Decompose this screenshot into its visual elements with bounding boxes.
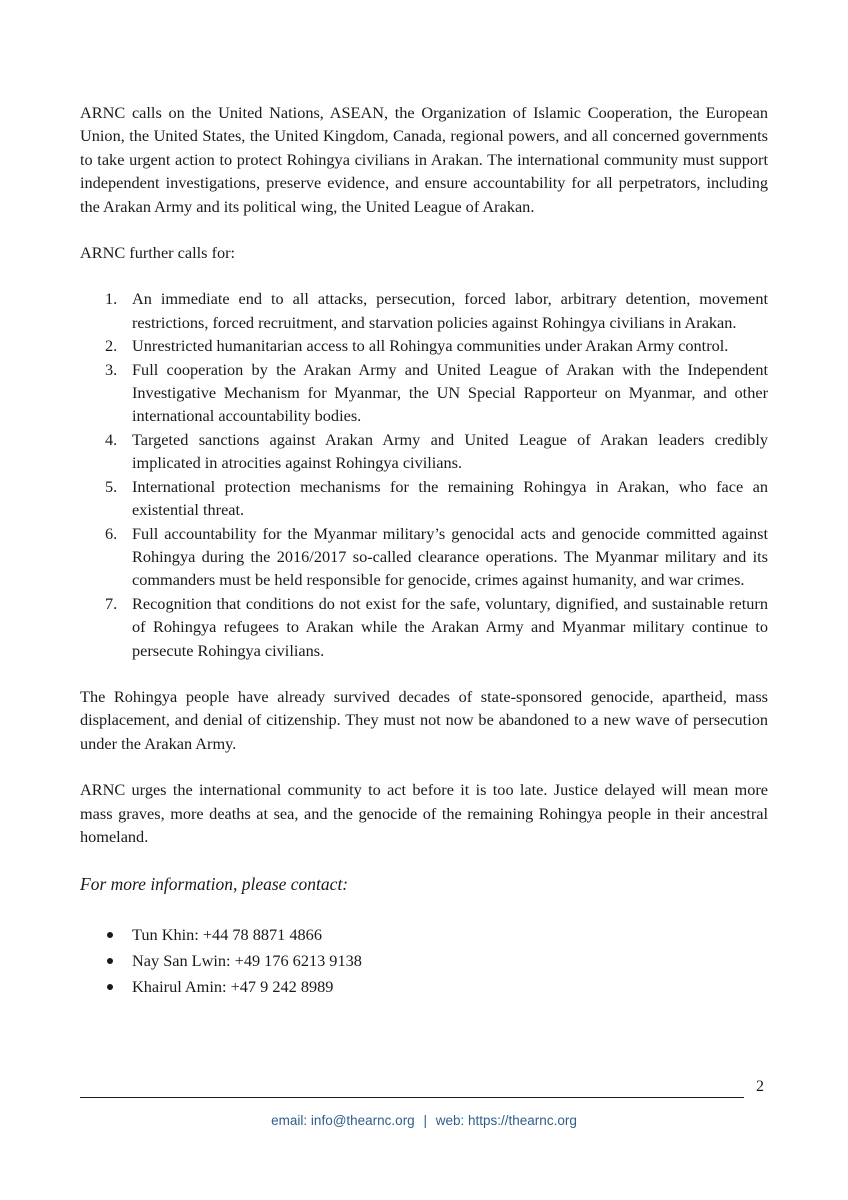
footer-email-link[interactable]: email: info@thearnc.org <box>271 1113 415 1128</box>
footer-contact <box>0 1113 848 1128</box>
contact-text: Nay San Lwin: +49 176 6213 9138 <box>132 951 362 971</box>
list-item <box>80 428 768 475</box>
list-number: 7. <box>105 593 118 613</box>
calls-list <box>80 287 768 662</box>
page-number: 2 <box>756 1078 764 1095</box>
list-text: An immediate end to all attacks, persecution, forced labor, arbitrary detention, movement restrictions, forced recruitment, and starvation policies against Rohingya civilians in Arakan. <box>132 289 768 332</box>
contact-heading: For more information, please contact: <box>80 874 349 895</box>
footer-separator: | <box>423 1113 427 1128</box>
document-body <box>80 101 768 1000</box>
list-item <box>80 592 768 662</box>
list-number: 2. <box>105 336 118 356</box>
bullet-icon <box>107 984 113 990</box>
list-text: Unrestricted humanitarian access to all Rohingya communities under Arakan Army control. <box>132 336 729 356</box>
list-item <box>80 287 768 334</box>
contacts-list <box>80 922 768 1000</box>
calls-intro: ARNC further calls for: <box>80 243 236 263</box>
list-text: Recognition that conditions do not exist for the safe, voluntary, dignified, and sustainable return of Rohingya refugees to Arakan while the Arakan Army and Myanmar military continue to persecute Rohingya civilians. <box>132 593 768 660</box>
list-number: 5. <box>105 476 118 496</box>
contact-item <box>80 948 768 974</box>
intro-paragraph: ARNC calls on the United Nations, ASEAN, the Organization of Islamic Cooperation, the European Union, the United States, the United Kingdom, Canada, regional powers, and all concerned governments to take urgent action to protect Rohingya civilians in Arakan. The international community must support independent investigations, preserve evidence, and ensure accountability for all perpetrators, including the Arakan Army and its political wing, the United League of Arakan. <box>80 103 768 216</box>
list-text: International protection mechanisms for the remaining Rohingya in Arakan, who face an existential threat. <box>132 476 768 520</box>
list-number: 1. <box>105 289 118 309</box>
footer-divider <box>80 1097 744 1098</box>
list-text: Full cooperation by the Arakan Army and United League of Arakan with the Independent Investigative Mechanism for Myanmar, the UN Special Rapporteur on Myanmar, and other international accountability bodies. <box>132 359 768 426</box>
list-item <box>80 475 768 522</box>
contact-item <box>80 922 768 948</box>
footer-web-link[interactable]: web: https://thearnc.org <box>435 1113 577 1128</box>
urge-paragraph: ARNC urges the international community to act before it is too late. Justice delayed will mean more mass graves, more deaths at sea, and the genocide of the remaining Rohingya people in their ancestral homeland. <box>80 780 768 846</box>
survival-paragraph: The Rohingya people have already survived decades of state-sponsored genocide, apartheid, mass displacement, and denial of citizenship. They must not now be abandoned to a new wave of persecution under the Arakan Army. <box>80 686 768 753</box>
list-text: Full accountability for the Myanmar military’s genocidal acts and genocide committed against Rohingya during the 2016/2017 so-called clearance operations. The Myanmar military and its commanders must be held responsible for genocide, crimes against humanity, and war crimes. <box>132 523 768 590</box>
list-number: 4. <box>105 429 118 449</box>
list-number: 3. <box>105 359 118 379</box>
contact-item <box>80 974 768 1000</box>
list-number: 6. <box>105 523 118 543</box>
contact-text: Khairul Amin: +47 9 242 8989 <box>132 977 334 997</box>
bullet-icon <box>107 932 113 938</box>
list-item <box>80 358 768 428</box>
contact-text: Tun Khin: +44 78 8871 4866 <box>132 925 322 945</box>
bullet-icon <box>107 958 113 964</box>
list-text: Targeted sanctions against Arakan Army and United League of Arakan leaders credibly implicated in atrocities against Rohingya civilians. <box>132 429 768 473</box>
list-item <box>80 522 768 592</box>
list-item <box>80 334 768 357</box>
